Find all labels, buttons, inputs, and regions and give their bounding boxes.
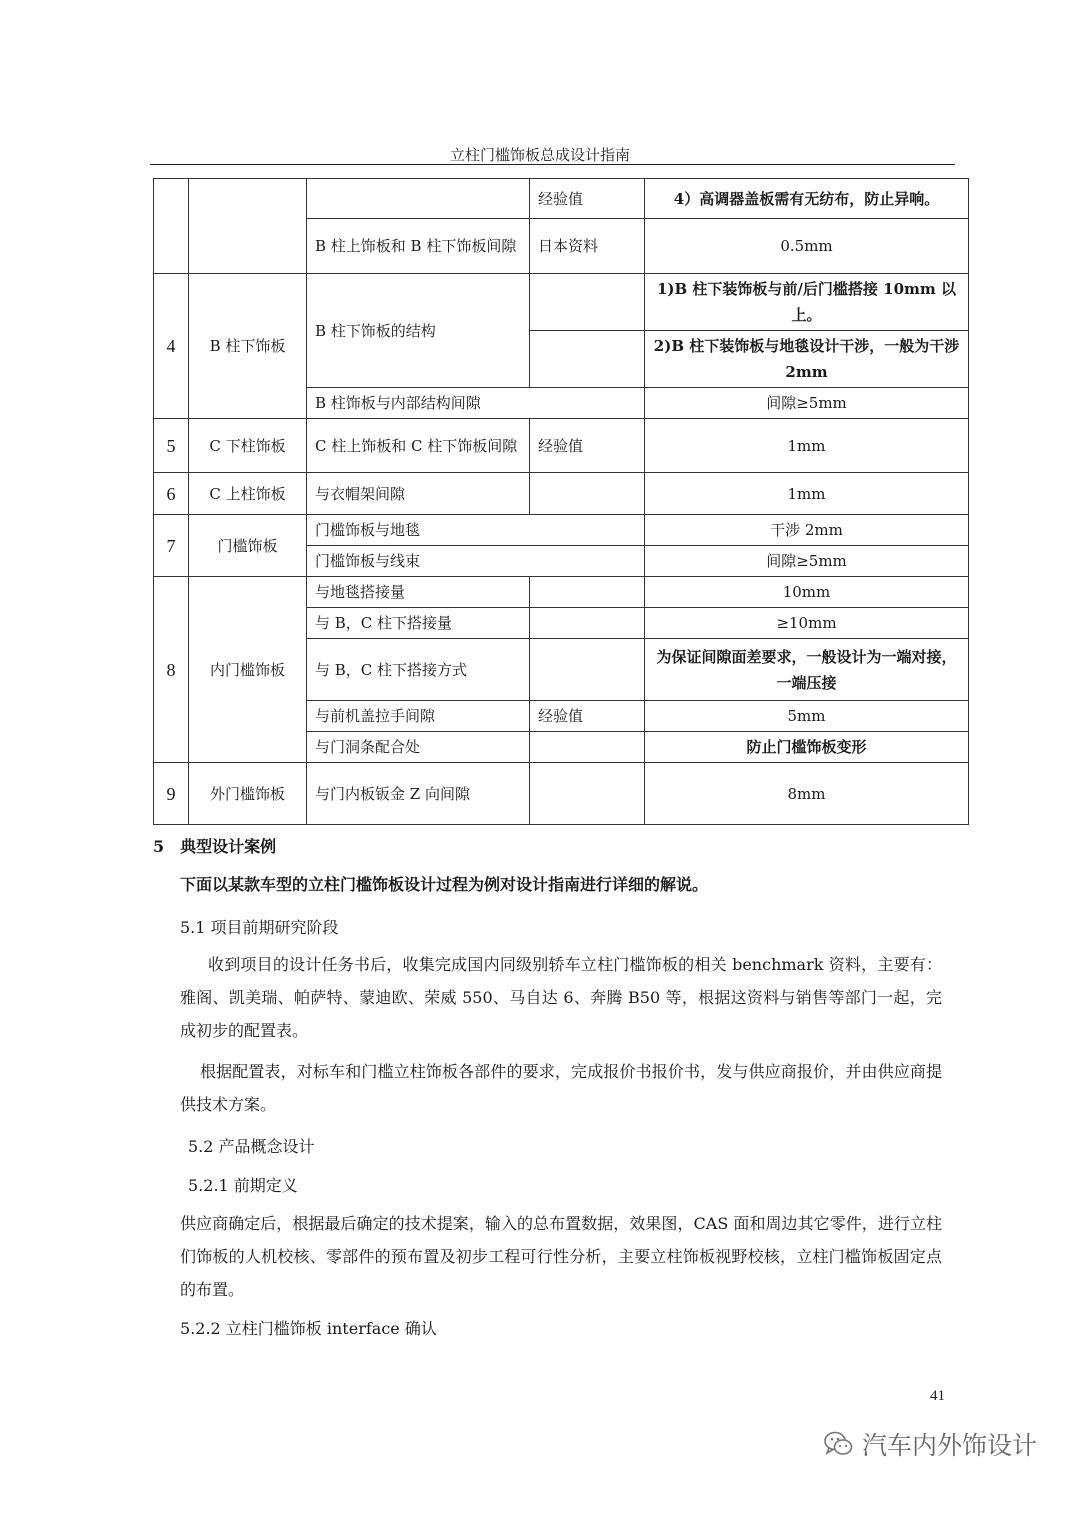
part-name: B 柱下饰板 xyxy=(189,274,307,419)
requirement-cell: 1mm xyxy=(645,419,969,473)
requirement-cell: 10mm xyxy=(645,577,969,608)
requirement-cell: 为保证间隙面差要求，一般设计为一端对接，一端压接 xyxy=(645,639,969,701)
source-cell: 经验值 xyxy=(530,419,645,473)
source-cell: 经验值 xyxy=(530,701,645,732)
item-cell: 与门内板钣金 Z 向间隙 xyxy=(307,763,530,825)
requirement-cell: 0.5mm xyxy=(645,219,969,274)
section-5-intro: 下面以某款车型的立柱门槛饰板设计过程为例对设计指南进行详细的解说。 xyxy=(180,875,709,894)
part-name: C 上柱饰板 xyxy=(189,473,307,515)
source-cell xyxy=(530,732,645,763)
section-5-2-heading: 5.2 产品概念设计 xyxy=(188,1137,315,1156)
table-row xyxy=(154,473,969,515)
part-name: 外门槛饰板 xyxy=(189,763,307,825)
section-5-1-paragraph-1: 收到项目的设计任务书后，收集完成国内同级别轿车立柱门槛饰板的相关 benchmark 资料，主要有：雅阁、凯美瑞、帕萨特、蒙迪欧、荣威 550、马自达 6、奔腾 B50 等，根据这资料与销售等部门一起，完成初步的配置表。 xyxy=(180,955,942,1040)
table-row xyxy=(154,763,969,825)
section-5-1-paragraph-2: 根据配置表，对标车和门槛立柱饰板各部件的要求，完成报价书报价书，发与供应商报价，并由供应商提供技术方案。 xyxy=(180,1062,942,1114)
row-number: 6 xyxy=(154,473,189,515)
requirement-cell: 干涉 2mm xyxy=(645,515,969,546)
source-cell: 日本资料 xyxy=(530,219,645,274)
item-cell: 与前机盖拉手间隙 xyxy=(307,701,530,732)
requirement-cell: 1mm xyxy=(645,473,969,515)
row-number: 4 xyxy=(154,274,189,419)
source-cell xyxy=(530,331,645,388)
part-name: 内门槛饰板 xyxy=(189,577,307,763)
row-number: 9 xyxy=(154,763,189,825)
requirement-cell: 1)B 柱下装饰板与前/后门槛搭接 10mm 以上。 xyxy=(645,274,969,331)
requirement-cell: 4）高调器盖板需有无纺布，防止异响。 xyxy=(645,179,969,219)
item-cell: C 柱上饰板和 C 柱下饰板间隙 xyxy=(307,419,530,473)
table-row xyxy=(154,179,969,219)
section-5-2-1-heading: 5.2.1 前期定义 xyxy=(188,1176,298,1195)
page-number: 41 xyxy=(930,1388,945,1404)
item-cell: B 柱上饰板和 B 柱下饰板间隙 xyxy=(307,219,530,274)
part-name xyxy=(189,179,307,274)
requirement-cell: 间隙≥5mm xyxy=(645,388,969,419)
header-rule xyxy=(150,164,955,165)
source-cell xyxy=(530,274,645,331)
table-row xyxy=(154,515,969,546)
part-name: C 下柱饰板 xyxy=(189,419,307,473)
section-5-2-2-heading: 5.2.2 立柱门槛饰板 interface 确认 xyxy=(180,1319,437,1338)
item-cell: 门槛饰板与线束 xyxy=(307,546,645,577)
item-cell xyxy=(307,179,530,219)
source-cell xyxy=(530,763,645,825)
requirement-cell: ≥10mm xyxy=(645,608,969,639)
row-number: 5 xyxy=(154,419,189,473)
section-5-1-heading: 5.1 项目前期研究阶段 xyxy=(180,918,339,937)
part-name: 门槛饰板 xyxy=(189,515,307,577)
requirement-cell: 8mm xyxy=(645,763,969,825)
item-cell: 与衣帽架间隙 xyxy=(307,473,530,515)
item-cell: B 柱下饰板的结构 xyxy=(307,274,530,388)
table-row xyxy=(154,577,969,608)
requirement-cell: 2)B 柱下装饰板与地毯设计干涉，一般为干涉 2mm xyxy=(645,331,969,388)
section-5-heading: 5 典型设计案例 xyxy=(153,837,277,856)
watermark xyxy=(822,1424,1037,1464)
wechat-icon xyxy=(822,1428,854,1460)
requirement-cell: 间隙≥5mm xyxy=(645,546,969,577)
spec-table xyxy=(153,178,969,825)
watermark-text: 汽车内外饰设计 xyxy=(862,1431,1038,1460)
item-cell: 门槛饰板与地毯 xyxy=(307,515,645,546)
requirement-cell: 防止门槛饰板变形 xyxy=(645,732,969,763)
source-cell: 经验值 xyxy=(530,179,645,219)
item-cell: 与 B，C 柱下搭接方式 xyxy=(307,639,530,701)
item-cell: 与 B，C 柱下搭接量 xyxy=(307,608,530,639)
row-number: 8 xyxy=(154,577,189,763)
section-5-2-1-paragraph: 供应商确定后，根据最后确定的技术提案，输入的总布置数据，效果图，CAS 面和周边其它零件，进行立柱们饰板的人机校核、零部件的预布置及初步工程可行性分析，主要立柱饰板视野校核，立柱门槛饰板固定点的布置。 xyxy=(180,1214,942,1299)
row-number xyxy=(154,179,189,274)
table-row xyxy=(154,274,969,331)
item-cell: 与门洞条配合处 xyxy=(307,732,530,763)
source-cell xyxy=(530,608,645,639)
table-row xyxy=(154,419,969,473)
source-cell xyxy=(530,639,645,701)
item-cell: B 柱饰板与内部结构间隙 xyxy=(307,388,645,419)
requirement-cell: 5mm xyxy=(645,701,969,732)
item-cell: 与地毯搭接量 xyxy=(307,577,530,608)
row-number: 7 xyxy=(154,515,189,577)
source-cell xyxy=(530,473,645,515)
page-header-title: 立柱门槛饰板总成设计指南 xyxy=(449,146,630,164)
source-cell xyxy=(530,577,645,608)
